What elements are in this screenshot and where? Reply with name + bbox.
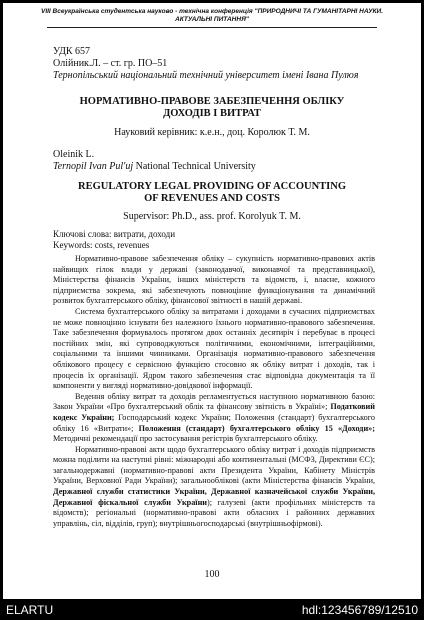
paragraph-2: Система бухгалтерського обліку за витратами і доходами в сучасних підприємствах не може повноцінно існувати без належного їхнього нормативно-правового забезпечення. Таке забезпечення формувалось протягом двох останніх десятиріч і перебуває в процесі постійних змін, які супроводжуються політичними, економічними, інтеграційними, соціальними та іншими чинниками. Організація нормативно-правового забезпечення облікового процесу є сервісною функцією стосовно як обліку витрат і доходів, так і процесів їх організації. Ядром такого забезпечення стає відповідна документація та її компоненти у вигляді нормативно-довідкової інформації. bbox=[53, 306, 375, 391]
conference-header-line2: АКТУАЛЬНІ ПИТАННЯ" bbox=[175, 16, 249, 23]
title-en bbox=[3, 181, 421, 205]
paragraph-3 bbox=[53, 392, 375, 445]
title-ua bbox=[3, 96, 421, 120]
affiliation-en-rest: National Technical University bbox=[133, 161, 256, 172]
footer-handle-link[interactable]: hdl:123456789/12510 bbox=[301, 603, 418, 617]
title-en-line1: REGULATORY LEGAL PROVIDING OF ACCOUNTING bbox=[78, 181, 346, 192]
affiliation-en bbox=[53, 161, 256, 172]
p3-text-a: Ведення обліку витрат та доходів регламентується наступною нормативною базою: Закон України «Про бухгалтерський облік та фінансову звітність в Україні»; bbox=[53, 391, 375, 412]
repository-footer bbox=[0, 600, 424, 620]
title-en-line2: OF REVENUES AND COSTS bbox=[144, 193, 280, 204]
p3-text-c: Господарський кодекс України; Положення (стандарт) бухгалтерського обліку 16 «Витрати»; bbox=[53, 412, 376, 433]
p3-bold-standard-15: Положення (стандарт) бухгалтерського обліку 15 «Доходи»; bbox=[138, 423, 375, 433]
conference-header-line1: VIII Всеукраїнська студентська науково - технічна конференція "ПРИРОДНИЧІ ТА ГУМАНІТАРНІ НАУКИ. bbox=[40, 8, 383, 15]
paragraph-1: Нормативно-правове забезпечення обліку – сукупність нормативно-правових актів найвищих гілок влади у державі (законодавчої, виконавчої та представницької), Міністерства фінансів України, інших міністерств та відомств, і, власне, кожного підприємства зокрема, які забезпечують повноцінне функціонування та динамічний розвиток бухгалтерського обліку, фінансової звітності в нашій державі. bbox=[53, 254, 375, 306]
supervisor-ua: Науковий керівник: к.е.н., доц. Королюк Т. М. bbox=[114, 127, 310, 138]
affiliation-en-italic: Ternopil Ivan Pul'uj bbox=[53, 161, 134, 172]
body-text bbox=[53, 254, 375, 529]
keywords-en: Keywords: costs, revenues bbox=[53, 240, 150, 250]
p4-text-c: ); галузеві (акти профільних міністерств та відомств); регіональні (нормативно-правові акти обласних і районних державних управлінь, сіл, відділів, груп); внутрішньогосподарські (внутрішньофірмові). bbox=[53, 497, 375, 528]
keywords-ua: Ключові слова: витрати, доходи bbox=[53, 229, 176, 239]
title-ua-line1: НОРМАТИВНО-ПРАВОВЕ ЗАБЕЗПЕЧЕННЯ ОБЛІКУ bbox=[79, 96, 345, 107]
author-ua: Олійник.Л. – ст. гр. ПО–51 bbox=[53, 58, 168, 69]
header-rule bbox=[47, 27, 377, 28]
page-number: 100 bbox=[204, 569, 220, 580]
affiliation-ua: Тернопільський національний технічний університет імені Івана Пулюя bbox=[53, 70, 359, 81]
p3-text-e: Методичні рекомендації про застосування регістрів бухгалтерського обліку. bbox=[53, 434, 318, 444]
footer-repository-name: ELARTU bbox=[6, 603, 54, 617]
paragraph-4 bbox=[53, 445, 375, 530]
p4-text-a: Нормативно-правові акти щодо бухгалтерського обліку витрат і доходів підприємств можна поділити на наступні рівні: міжнародні або континентальні (МСФЗ, Директиви ЄС); загальнодержавні (нормативно-правові акти Президента України, Кабінету Міністрів України, Верховної Ради України); загальнообліковi (акти Міністерства фінансів України, bbox=[53, 444, 375, 486]
title-ua-line2: ДОХОДІВ І ВИТРАТ bbox=[163, 108, 261, 119]
conference-header bbox=[3, 8, 421, 24]
author-en: Oleinik L. bbox=[53, 149, 95, 160]
p4-bold-services: Державної служби статистики України, Державної казначейської служби України, Державної фіскальної служби України bbox=[53, 487, 375, 507]
udk-code: УДК 657 bbox=[53, 46, 91, 57]
p3-bold-tax-code: Податковий кодекс України; bbox=[53, 402, 375, 422]
supervisor-en: Supervisor: Ph.D., ass. prof. Korolyuk T. M. bbox=[123, 211, 301, 222]
paper-page bbox=[3, 3, 421, 599]
